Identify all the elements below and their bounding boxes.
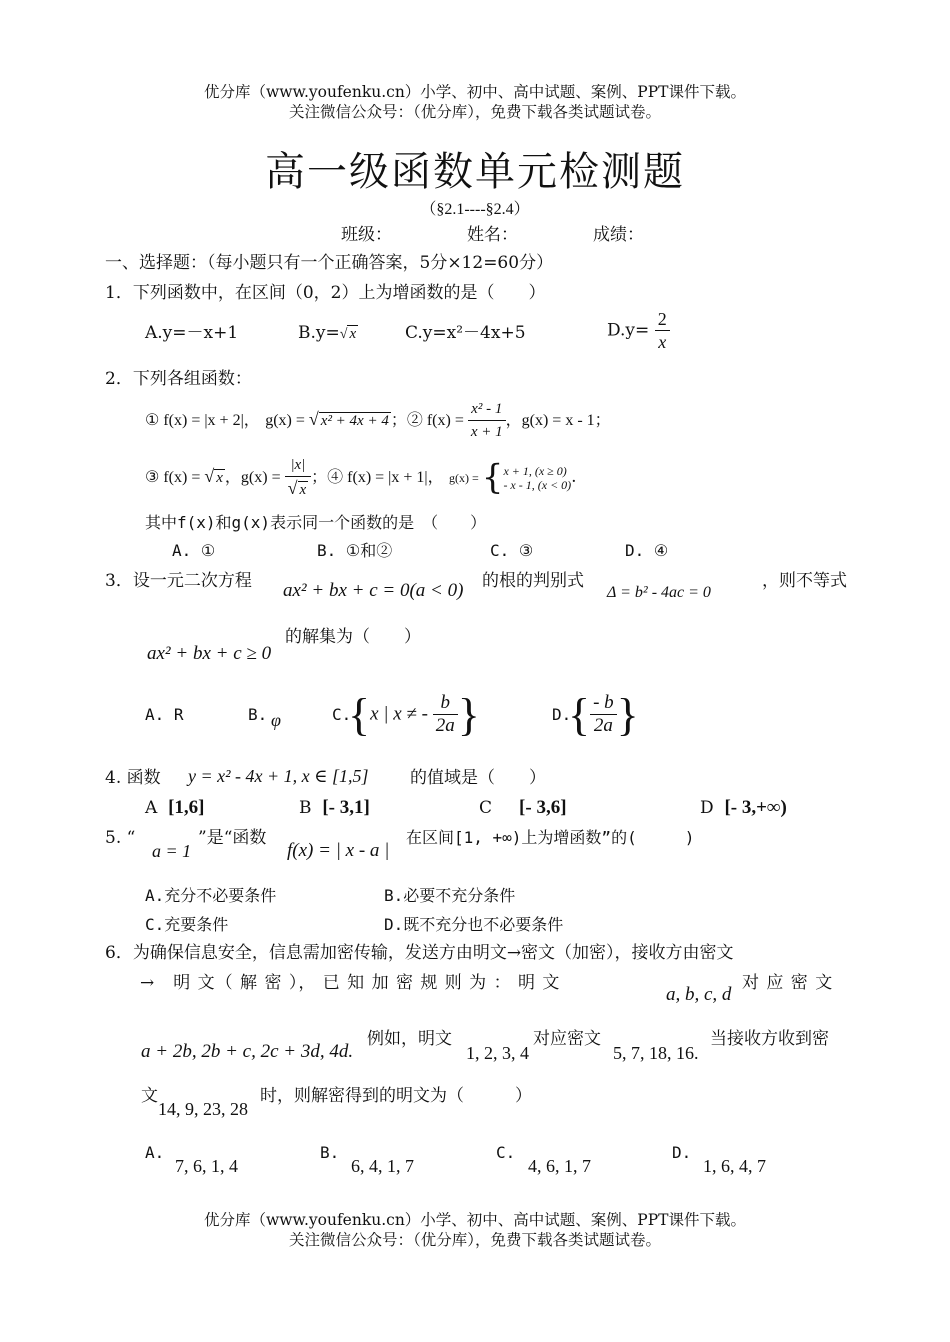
q2-option-d: D. ④ <box>625 541 669 560</box>
q6-example-2: 对应密文 <box>533 1029 601 1049</box>
q1-option-c: C.y=x²－4x+5 <box>405 323 526 343</box>
q1-option-d <box>607 308 670 353</box>
q6-plain-example: 1, 2, 3, 4 <box>466 1043 529 1063</box>
q2-stem: 2．下列各组函数： <box>105 369 252 389</box>
q2-r2-period: . <box>571 467 577 487</box>
q1-stem: 1．下列函数中，在区间（0，2）上为增函数的是（ ） <box>105 283 546 303</box>
page-title: 高一级函数单元检测题 <box>265 149 685 195</box>
q3-option-c-expr: x | x ≠ - <box>370 703 428 725</box>
q4-function: y = x² - 4x + 1, x ∈ [1,5] <box>188 766 369 786</box>
q6-plain-vars: a, b, c, d <box>666 984 732 1005</box>
q4-option-a-value: [1,6] <box>168 797 205 818</box>
q5-option-b: B.必要不充分条件 <box>384 886 516 905</box>
q3-stem-post: ，则不等式 <box>762 571 847 591</box>
q2-r2-case-2: - x - 1, (x < 0) <box>503 477 572 492</box>
q6-option-a-label: A. <box>145 1143 165 1162</box>
q6-cipher-rule: a + 2b, 2b + c, 2c + 3d, 4d. <box>141 1041 354 1062</box>
q3-option-c-den: 2a <box>435 715 455 736</box>
q2-r1-g-radicand: x² + 4x + 4 <box>320 413 389 429</box>
q3-option-d-label: D. <box>552 705 572 724</box>
q6-cipher-example: 5, 7, 18, 16. <box>613 1043 699 1063</box>
q4-option-b <box>299 797 370 819</box>
q5-option-c: C.充要条件 <box>145 915 229 934</box>
q2-r2-f4: ；④ f(x) = |x + 1|， <box>311 469 444 486</box>
q6-line-2b: 对 应 密 文 <box>742 973 834 993</box>
q3-option-c-set: {x | x ≠ - $\frac{b}{2a}$ } <box>348 689 480 740</box>
q1-option-d-prefix: D.y= <box>607 320 650 341</box>
q1-option-b-prefix: B.y= <box>298 323 340 343</box>
q5-option-d: D.既不充分也不必要条件 <box>384 915 564 934</box>
q3-option-c-num: b <box>433 692 458 715</box>
q4-option-d <box>700 797 787 819</box>
q1-option-a: A.y=－x+1 <box>145 323 239 343</box>
q2-option-c: C. ③ <box>490 541 534 560</box>
q4-stem-post: 的值域是（ ） <box>410 768 546 788</box>
q3-option-c-label: C. <box>332 705 352 724</box>
q6-option-b-label: B. <box>320 1143 340 1162</box>
q4-option-b-label: B <box>299 798 312 818</box>
q2-r1-g: g(x) = <box>265 412 309 429</box>
q2-r2-den-radicand: x <box>299 482 307 498</box>
section-heading: 一、选择题：（每小题只有一个正确答案，5分×12=60分） <box>105 253 554 273</box>
q2-r2-fraction <box>285 454 312 501</box>
q2-r2-f: ③ f(x) = <box>145 469 205 486</box>
q1-option-b: B.y=√ x <box>298 323 357 343</box>
q4-stem-pre: 4. 函数 <box>105 768 161 788</box>
q3-equation: ax² + bx + c = 0(a < 0) <box>283 580 464 601</box>
q1-option-d-fraction <box>655 308 670 353</box>
q2-option-a: A. ① <box>172 541 216 560</box>
q6-option-c-label: C. <box>496 1143 516 1162</box>
q2-r2-case-1: x + 1, (x ≥ 0) <box>503 463 567 478</box>
q6-line-4b: 时，则解密得到的明文为（ ） <box>260 1086 532 1106</box>
q3-option-d-set: { $\frac{- b}{2a}$ } <box>568 689 639 740</box>
q6-option-a: 7, 6, 1, 4 <box>175 1156 238 1176</box>
q1-option-d-num: 2 <box>655 308 670 331</box>
q3-option-a: A. R <box>145 705 184 724</box>
q3-option-c-fraction <box>433 692 458 737</box>
q6-example-3: 当接收方收到密 <box>710 1029 829 1049</box>
q2-r2-f-radicand: x <box>216 470 223 486</box>
q4-option-c <box>479 797 567 819</box>
header-line-1: 优分库（www.youfenku.cn）小学、初中、高中试题、案例、PPT课件下载。 <box>203 83 747 101</box>
q6-option-d-label: D. <box>672 1143 692 1162</box>
q2-r1-f: ① f(x) = |x + 2|， <box>145 412 260 429</box>
q2-r1-num: x² - 1 <box>468 398 506 421</box>
score-label: 成绩： <box>593 225 644 245</box>
q2-r1-f2: ；② f(x) = <box>390 412 468 429</box>
q2-r2-g4: g(x) = <box>449 471 482 485</box>
q5-post: 在区间[1, +∞)上为增函数”的( ) <box>406 828 695 847</box>
q2-row-1: ① f(x) = |x + 2|， g(x) = √ x² + 4x + 4 ；② f(x) = $\frac{\text{x² - 1}}{x + 1}$ ，g(x) = x - 1； <box>145 398 611 443</box>
q4-option-d-value: [- 3,+∞) <box>724 797 787 818</box>
q6-option-c: 4, 6, 1, 7 <box>528 1156 591 1176</box>
q6-example-1: 例如，明文 <box>367 1029 452 1049</box>
q3-option-d-den: 2a <box>593 715 613 736</box>
q6-received-cipher: 14, 9, 23, 28 <box>158 1099 248 1119</box>
q3-option-b-label: B. <box>248 705 268 724</box>
q2-r2-den: √ x <box>287 478 307 498</box>
q3-option-d-fraction <box>590 692 617 737</box>
header-line-2: 关注微信公众号：（优分库），免费下载各类试题试卷。 <box>288 103 661 121</box>
q4-option-d-label: D <box>700 798 714 818</box>
q6-line-4a: 文 <box>141 1086 158 1106</box>
q3-discriminant: Δ = b² - 4ac = 0 <box>607 584 711 601</box>
q5-condition: a = 1 <box>152 841 192 861</box>
q2-r2-g: ，g(x) = <box>224 469 285 486</box>
class-label: 班级： <box>341 225 392 245</box>
q6-option-d: 1, 6, 4, 7 <box>703 1156 766 1176</box>
footer-line-2: 关注微信公众号：（优分库），免费下载各类试题试卷。 <box>288 1231 661 1249</box>
page-subtitle: （§2.1----§2.4） <box>420 201 530 218</box>
q2-question: 其中f(x)和g(x)表示同一个函数的是 （ ） <box>145 513 487 532</box>
q5-option-a: A.充分不必要条件 <box>145 886 277 905</box>
q3-stem-pre: 3．设一元二次方程 <box>105 571 252 591</box>
q6-line-1: 6．为确保信息安全，信息需加密传输，发送方由明文→密文（加密），接收方由密文 <box>105 943 734 963</box>
q1-option-b-radicand: x <box>349 326 357 342</box>
q3-inequality: ax² + bx + c ≥ 0 <box>147 643 272 664</box>
q3-stem-end: 的解集为（ ） <box>285 627 421 647</box>
name-label: 姓名： <box>467 225 518 245</box>
q2-r1-g2: ，g(x) = x - 1； <box>505 412 611 429</box>
q4-option-b-value: [- 3,1] <box>322 797 370 818</box>
q4-option-a <box>145 797 205 819</box>
q5-function: f(x) = | x - a | <box>287 840 390 861</box>
q4-option-c-value: [- 3,6] <box>519 797 567 818</box>
q3-stem-mid: 的根的判别式 <box>482 571 584 591</box>
footer-line-1: 优分库（www.youfenku.cn）小学、初中、高中试题、案例、PPT课件下载。 <box>203 1211 747 1229</box>
q5-num: 5. “ <box>105 828 136 848</box>
q2-row-2: ③ f(x) = √ x ，g(x) = $\frac{|x|}{√ x}$ ；④ f(x) = |x + 1|， g(x) = { x + 1, (x ≥ 0) - x - 1, (x < 0) . <box>145 454 577 501</box>
q4-option-a-label: A <box>145 798 158 818</box>
q2-option-b: B. ①和② <box>317 541 393 560</box>
q4-option-c-label: C <box>479 798 493 818</box>
q6-line-2: → 明 文（ 解 密 ）， 已 知 加 密 规 则 为 ： 明 文 <box>140 973 561 993</box>
q3-option-d-num: - b <box>590 692 617 715</box>
q2-r1-fraction <box>468 398 506 443</box>
q2-r2-num: |x| <box>285 454 312 477</box>
q5-mid: ”是“函数 <box>198 828 267 848</box>
q1-option-d-den: x <box>658 332 667 352</box>
q3-option-b-symbol: φ <box>271 710 281 730</box>
q6-option-b: 6, 4, 1, 7 <box>351 1156 414 1176</box>
q2-r1-den: x + 1 <box>470 424 503 440</box>
